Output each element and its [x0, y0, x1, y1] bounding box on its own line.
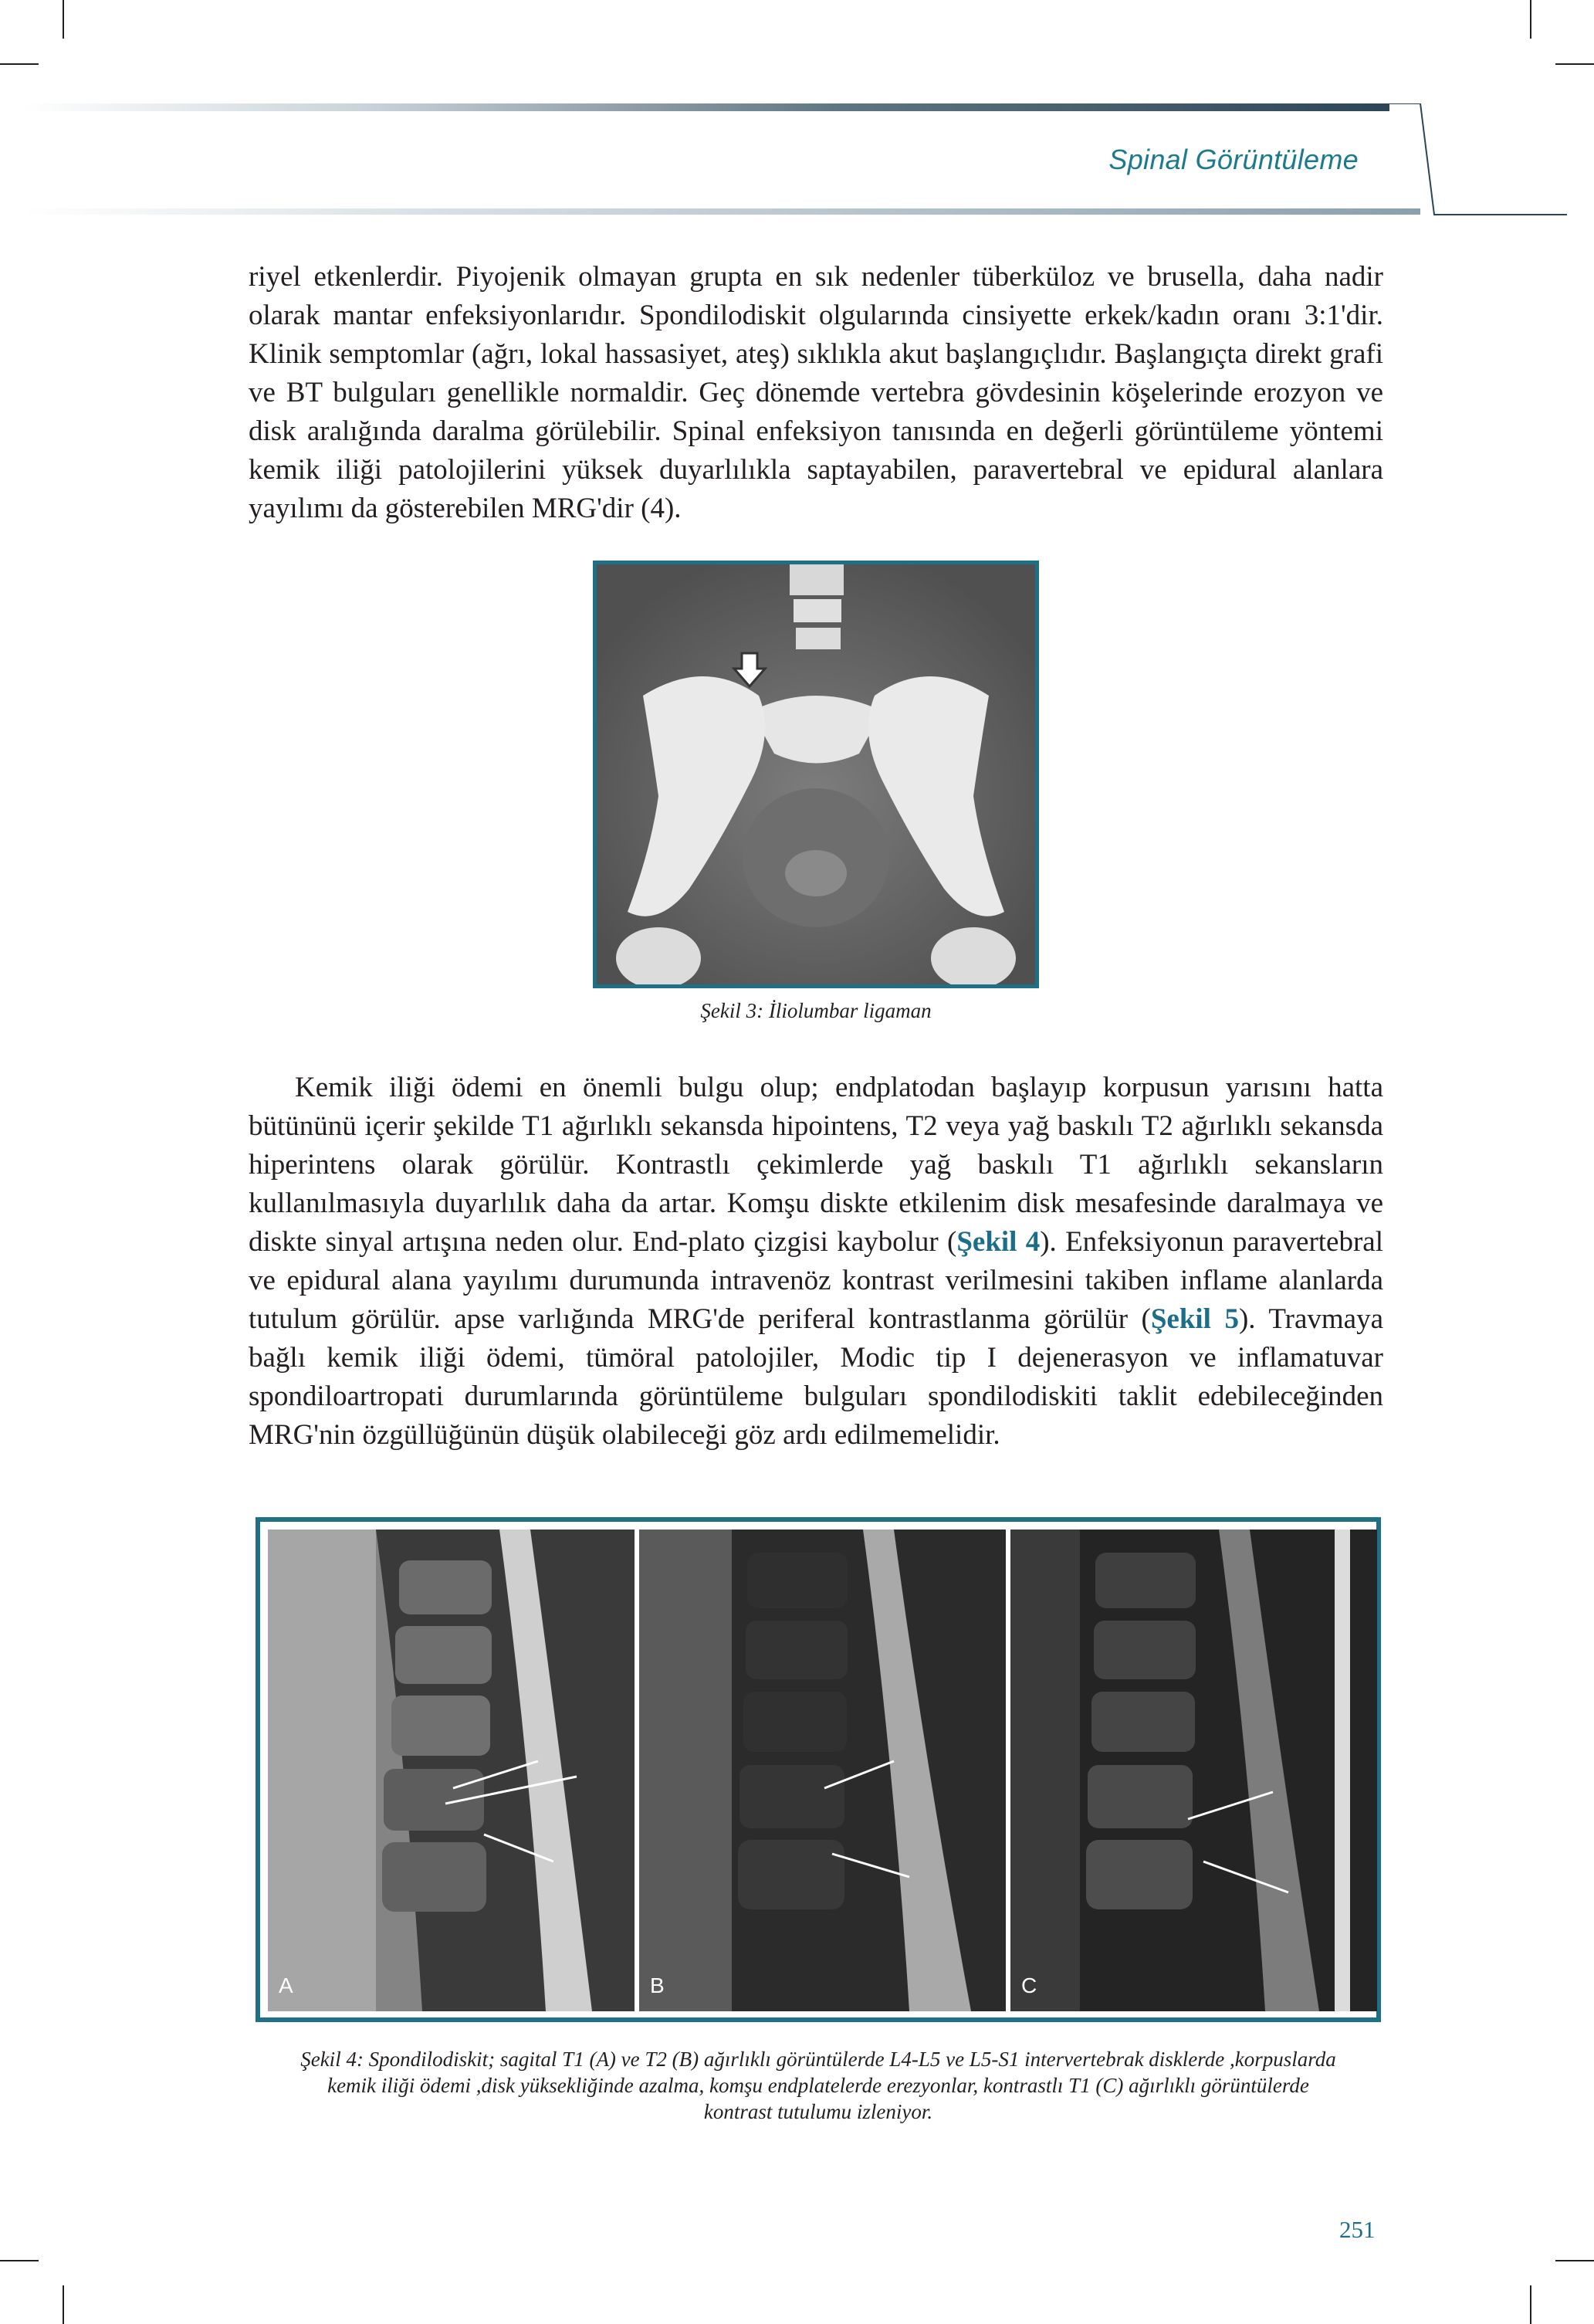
crop-mark: [1555, 2260, 1594, 2261]
crop-mark: [63, 0, 64, 39]
mri-panel-c: [1010, 1530, 1377, 2011]
crop-mark: [63, 2285, 64, 2324]
crop-mark: [1530, 0, 1531, 39]
crop-mark: [0, 2260, 39, 2261]
mri-panel-a: [268, 1530, 635, 2011]
mri-figure: [256, 1517, 1381, 2022]
figure-4-caption: Şekil 4: Spondilodiskit; sagital T1 (A) ve T2 (B) ağırlıklı görüntülerde L4-L5 ve L5-S1 intervertebrak disklerde ,korpuslarda kemik iliği ödemi ,disk yüksekliğinde azalma, komşu endplatelerde erezyonlar, kontrastlı T1 (C) ağırlıklı görüntülerde kontrast tutulumu izleniyor.: [300, 2048, 1336, 2123]
panel-label: B: [650, 1973, 665, 1997]
panel-label: C: [1021, 1973, 1037, 1997]
paragraph-text: ). Travmaya bağlı kemik iliği ödemi, tümöral patolojiler, Modic tip I dejenerasyon ve inflamatuvar spondiloartropati durumlarında görüntüleme bulguları spondilodiskiti taklit edebileceğinden MRG'nin özgüllüğünün düşük olabileceği göz ardı edilmemelidir.: [249, 1303, 1383, 1451]
crop-mark: [0, 63, 39, 65]
mri-t1-image: [268, 1530, 635, 2011]
body-paragraph: [249, 1069, 1383, 1455]
figure-reference-link[interactable]: Şekil 4: [956, 1226, 1041, 1258]
ct-scan-graphic: [597, 564, 1035, 984]
running-header-title: Spinal Görüntüleme: [1108, 144, 1359, 175]
mri-panel-b: [639, 1530, 1006, 2011]
ct-image-iliolumbar: [593, 561, 1039, 988]
page-number: 251: [1339, 2216, 1376, 2243]
figure-reference-link[interactable]: Şekil 5: [1150, 1303, 1239, 1335]
figure-3-caption: Şekil 3: İliolumbar ligaman: [700, 999, 932, 1022]
paragraph-text: ). Enfeksiyonun paravertebral ve epidural alana yayılımı durumunda intravenöz kontrast verilmesini takiben inflame alanlarda tutulum görülür. apse varlığında MRG'de periferal kontrastlanma görülür (: [249, 1226, 1384, 1335]
crop-mark: [1555, 63, 1594, 65]
body-paragraph: riyel etkenlerdir. Piyojenik olmayan grupta en sık nedenler tüberküloz ve brusella, daha nadir olarak mantar enfeksiyonlarıdır. Spondilodiskit olgularında cinsiyette erkek/kadın oranı 3:1'dir. Klinik semptomlar (ağrı, lokal hassasiyet, ateş) sıklıkla akut başlangıçlıdır. Başlangıçta direkt grafi ve BT bulguları genellikle normaldir. Geç dönemde vertebra gövdesinin köşelerinde erozyon ve disk aralığında daralma görülebilir. Spinal enfeksiyon tanısında en değerli görüntüleme yöntemi kemik iliği patolojilerini yüksek duyarlılıkla saptayabilen, paravertebral ve epidural alanlara yayılımı da gösterebilen MRG'dir (4).: [249, 261, 1383, 524]
paragraph-text: Kemik iliği ödemi en önemli bulgu olup; endplatodan başlayıp korpusun yarısını hatta bütününü içerir şekilde T1 ağırlıklı sekansda hipointens, T2 veya yağ baskılı T2 ağırlıklı sekansda hiperintens olarak görülür. Kontrastlı çekimlerde yağ baskılı T1 ağırlıklı sekansların kullanılmasıyla duyarlılık daha da artar. Komşu diskte etkilenim disk mesafesinde daralmaya ve diskte sinyal artışına neden olur. End-plato çizgisi kaybolur (: [249, 1072, 1383, 1258]
crop-mark: [1530, 2285, 1531, 2324]
panel-label: A: [279, 1973, 293, 1997]
mri-t2-image: [639, 1530, 1006, 2011]
mri-contrast-t1-image: [1010, 1530, 1377, 2011]
